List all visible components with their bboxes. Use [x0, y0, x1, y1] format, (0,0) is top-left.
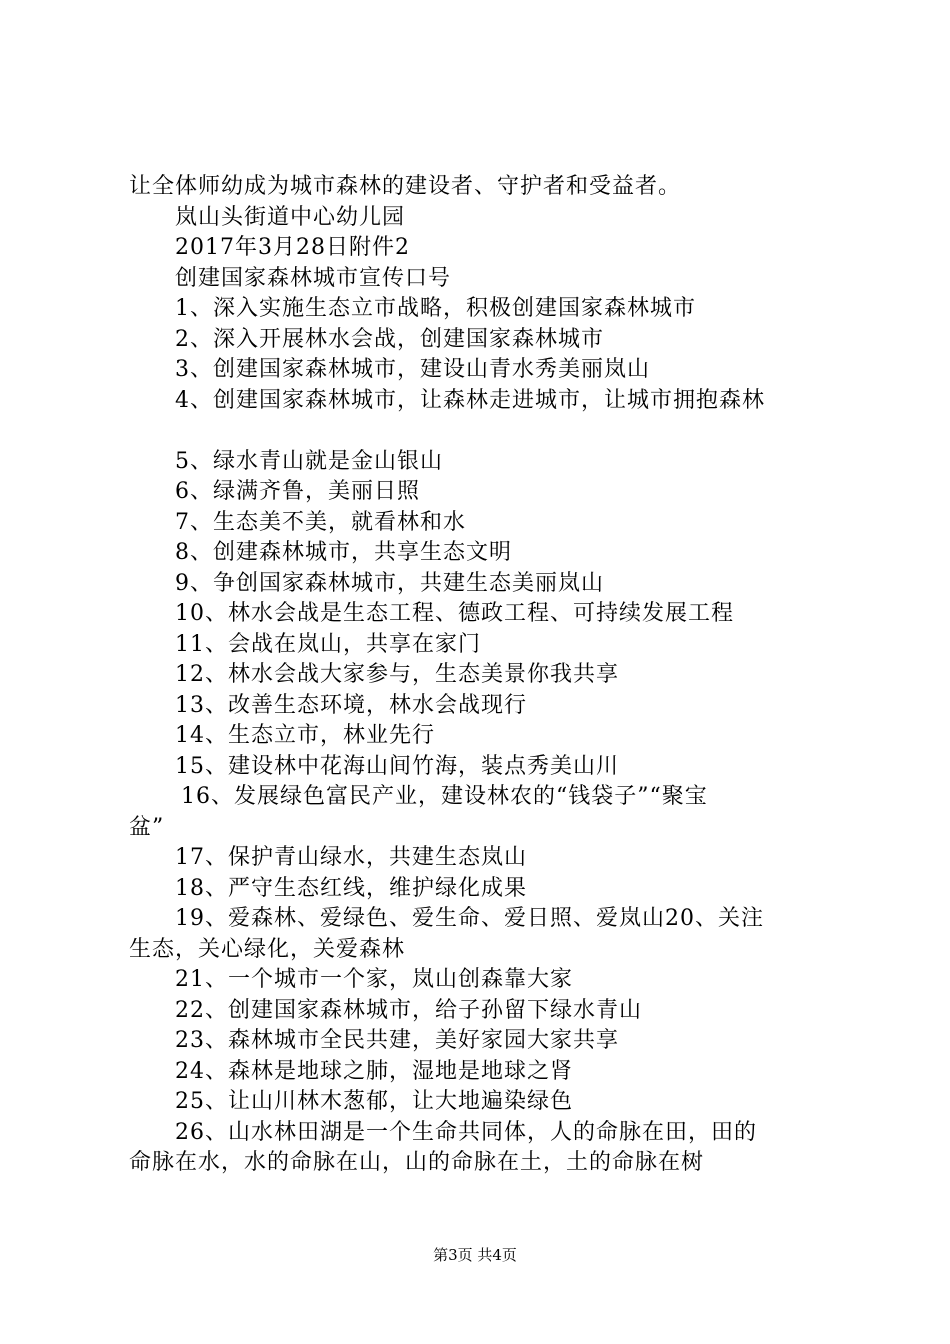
slogan-item: 24、森林是地球之肺，湿地是地球之肾 [175, 1058, 573, 1084]
slogan-item: 6、绿满齐鲁，美丽日照 [175, 479, 420, 504]
section-title: 创建国家森林城市宣传口号 [175, 265, 452, 291]
slogan-item: 18、严守生态红线，维护绿化成果 [175, 875, 527, 901]
slogan-item: 12、林水会战大家参与，生态美景你我共享 [175, 662, 619, 687]
slogan-item: 2、深入开展林水会战，创建国家森林城市 [175, 326, 604, 352]
slogan-item: 4、创建国家森林城市，让森林走进城市，让城市拥抱森林 [175, 387, 765, 413]
slogan-item: 13、改善生态环境，林水会战现行 [175, 692, 527, 718]
slogan-item: 14、生态立市，林业先行 [175, 723, 435, 748]
slogan-item: 23、森林城市全民共建，美好家园大家共享 [175, 1028, 619, 1053]
slogan-item: 9、争创国家森林城市，共建生态美丽岚山 [175, 570, 604, 596]
slogan-item: 10、林水会战是生态工程、德政工程、可持续发展工程 [175, 601, 734, 626]
slogan-item: 19、爱森林、爱绿色、爱生命、爱日照、爱岚山20、关注 [175, 906, 764, 931]
paragraph-line: 让全体师幼成为城市森林的建设者、守护者和受益者。 [129, 174, 682, 199]
slogan-item-continued: 命脉在水，水的命脉在山，山的命脉在土，土的命脉在树 [129, 1150, 705, 1175]
slogan-item: 8、创建森林城市，共享生态文明 [175, 540, 512, 565]
slogan-item: 7、生态美不美，就看林和水 [175, 509, 466, 535]
signature-date: 2017年3月28日附件2 [175, 235, 410, 260]
page-number-footer: 第3页 共4页 [433, 1246, 517, 1264]
slogan-item: 22、创建国家森林城市，给子孙留下绿水青山 [175, 997, 642, 1023]
slogan-item: 1、深入实施生态立市战略，积极创建国家森林城市 [175, 296, 696, 321]
slogan-item: 21、一个城市一个家，岚山创森靠大家 [175, 967, 573, 992]
slogan-item-continued: 盆” [129, 814, 165, 840]
slogan-item: 25、让山川林木葱郁，让大地遍染绿色 [175, 1089, 573, 1114]
signature-org: 岚山头街道中心幼儿园 [175, 204, 406, 230]
slogan-item: 3、创建国家森林城市，建设山青水秀美丽岚山 [175, 357, 650, 382]
slogan-item: 5、绿水青山就是金山银山 [175, 448, 443, 474]
blank-line [129, 416, 831, 447]
document-body [129, 172, 831, 1179]
slogan-item: 16、发展绿色富民产业，建设林农的“钱袋子”“聚宝 [181, 784, 708, 809]
slogan-item: 26、山水林田湖是一个生命共同体，人的命脉在田，田的 [175, 1119, 757, 1145]
slogan-item: 17、保护青山绿水，共建生态岚山 [175, 845, 527, 870]
slogan-item: 11、会战在岚山，共享在家门 [175, 631, 481, 657]
slogan-item-continued: 生态，关心绿化，关爱森林 [129, 936, 406, 962]
slogan-item: 15、建设林中花海山间竹海，装点秀美山川 [175, 753, 619, 779]
